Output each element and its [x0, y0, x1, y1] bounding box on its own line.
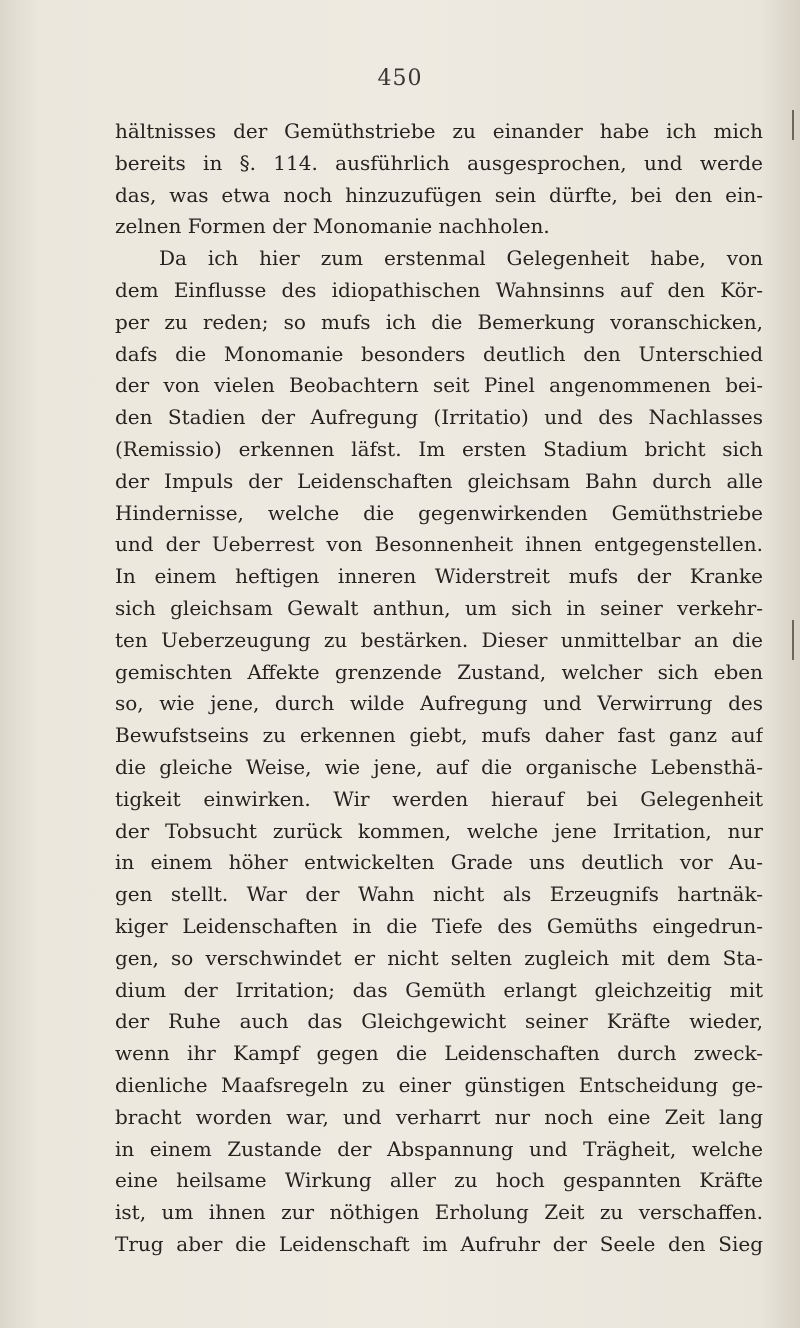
text-line: Da ich hier zum erstenmal Gelegenheit habe, von	[159, 246, 763, 271]
text-line: kiger Leidenschaften in die Tiefe des Gemüths eingedrun-	[115, 913, 763, 938]
text-line: sich gleichsam Gewalt anthun, um sich in seiner verkehr-	[115, 595, 763, 620]
text-line: wenn ihr Kampf gegen die Leidenschaften durch zweck-	[115, 1041, 763, 1066]
page-number: 450	[377, 66, 423, 91]
text-line: ist, um ihnen zur nöthigen Erholung Zeit zu verschaffen.	[115, 1200, 763, 1225]
text-line: hältnisses der Gemüthstriebe zu einander habe ich mich	[115, 119, 763, 143]
text-line: in einem Zustande der Abspannung und Trägheit, welche	[115, 1136, 763, 1161]
text-line: der von vielen Beobachtern seit Pinel angenommenen bei-	[115, 373, 763, 398]
text-line: den Stadien der Aufregung (Irritatio) und des Nachlasses	[115, 405, 763, 430]
text-line: (Remissio) erkennen läfst. Im ersten Stadium bricht sich	[115, 436, 763, 461]
text-line: bracht worden war, und verharrt nur noch eine Zeit lang	[115, 1104, 763, 1129]
text-line: per zu reden; so mufs ich die Bemerkung voranschicken,	[115, 309, 763, 334]
text-line: gen stellt. War der Wahn nicht als Erzeugnifs hartnäk-	[115, 882, 763, 907]
text-line: gen, so verschwindet er nicht selten zugleich mit dem Sta-	[115, 945, 763, 970]
text-line: der Tobsucht zurück kommen, welche jene Irritation, nur	[115, 818, 763, 843]
text-line: bereits in §. 114. ausführlich ausgesprochen, und werde	[115, 150, 763, 175]
text-line: tigkeit einwirken. Wir werden hierauf bei Gelegenheit	[115, 786, 763, 811]
text-line: zelnen Formen der Monomanie nachholen.	[115, 214, 550, 239]
page-edge-mark	[792, 620, 794, 660]
text-line: Trug aber die Leidenschaft im Aufruhr der Seele den Sieg	[115, 1231, 763, 1256]
text-line: Bewufstseins zu erkennen giebt, mufs daher fast ganz auf	[115, 723, 763, 748]
text-line: dem Einflusse des idiopathischen Wahnsinns auf den Kör-	[115, 277, 763, 302]
text-line: in einem höher entwickelten Grade uns deutlich vor Au-	[115, 850, 763, 875]
text-line: eine heilsame Wirkung aller zu hoch gespannten Kräfte	[115, 1168, 763, 1193]
text-line: dafs die Monomanie besonders deutlich den Unterschied	[115, 341, 763, 366]
text-line: dium der Irritation; das Gemüth erlangt gleichzeitig mit	[115, 977, 763, 1002]
page-edge-mark	[792, 110, 794, 140]
text-line: der Impuls der Leidenschaften gleichsam Bahn durch alle	[115, 468, 763, 493]
text-line: die gleiche Weise, wie jene, auf die organische Lebensthä-	[115, 754, 763, 779]
text-line: ten Ueberzeugung zu bestärken. Dieser unmittelbar an die	[115, 627, 763, 652]
text-line: dienliche Maafsregeln zu einer günstigen Entscheidung ge-	[115, 1072, 763, 1097]
text-line: so, wie jene, durch wilde Aufregung und Verwirrung des	[115, 691, 763, 716]
text-line: gemischten Affekte grenzende Zustand, welcher sich eben	[115, 659, 763, 684]
text-line: Hindernisse, welche die gegenwirkenden Gemüthstriebe	[115, 500, 763, 525]
text-line: In einem heftigen inneren Widerstreit mufs der Kranke	[115, 564, 763, 589]
body-text	[115, 116, 763, 1261]
text-line: der Ruhe auch das Gleichgewicht seiner Kräfte wieder,	[115, 1009, 763, 1034]
text-line: und der Ueberrest von Besonnenheit ihnen entgegenstellen.	[115, 532, 763, 557]
text-line: das, was etwa noch hinzuzufügen sein dürfte, bei den ein-	[115, 182, 763, 207]
